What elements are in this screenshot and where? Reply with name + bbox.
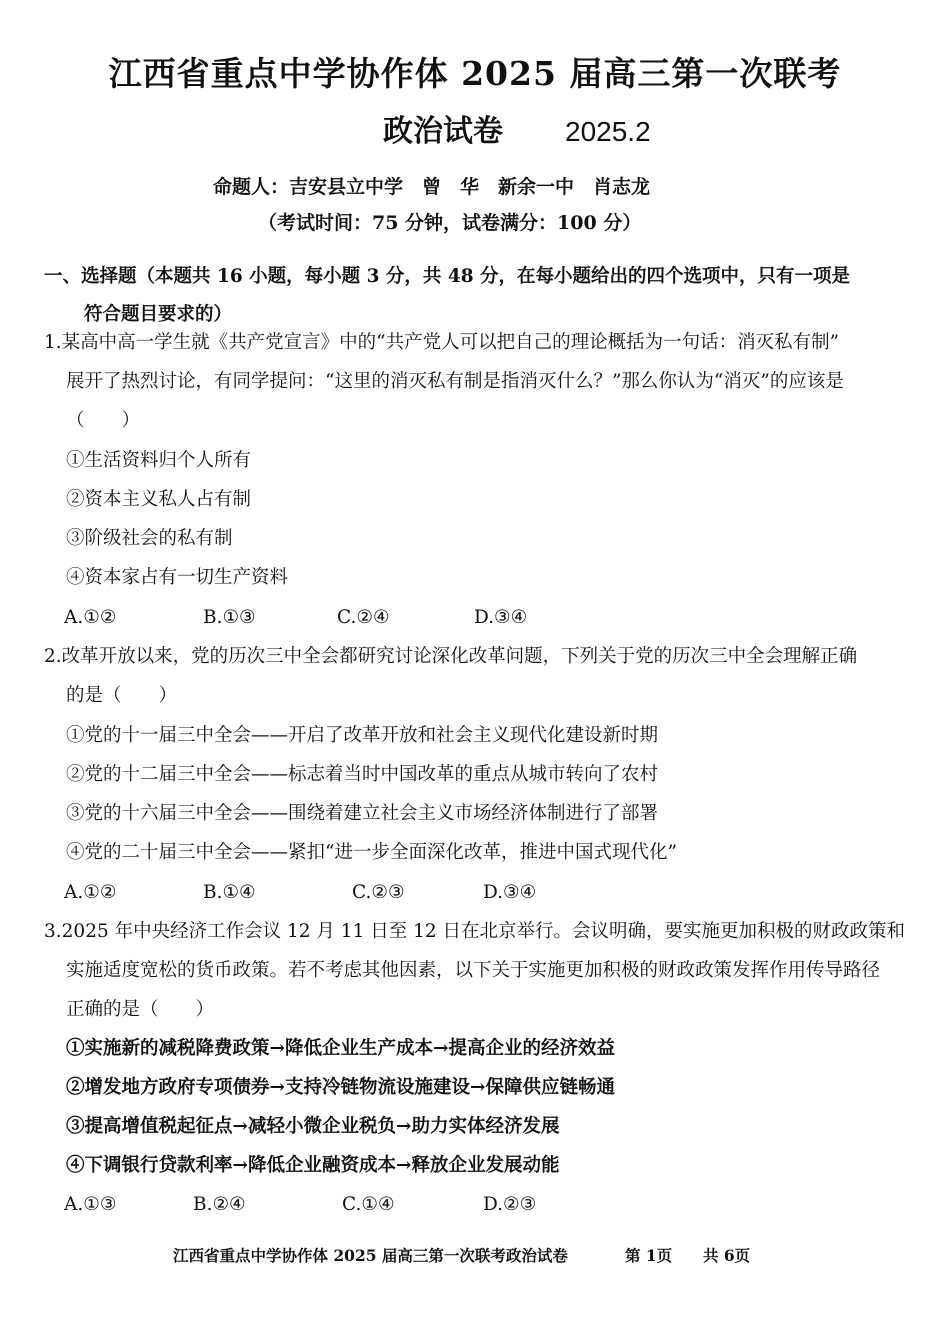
exam-date: 2025.2 bbox=[565, 116, 651, 147]
exam-info: （考试时间：75 分钟，试卷满分：100 分） bbox=[258, 212, 642, 234]
question-2-option-b: B.①④ bbox=[203, 882, 256, 903]
question-3-line-2: 实施适度宽松的货币政策。若不考虑其他因素，以下关于实施更加积极的财政政策发挥作用传导路径 bbox=[66, 960, 881, 981]
question-3-statement-3: ③提高增值税起征点→减轻小微企业税负→助力实体经济发展 bbox=[66, 1116, 560, 1137]
question-1-line-2: 展开了热烈讨论，有同学提问：“这里的消灭私有制是指消灭什么？”那么你认为“消灭”的应该是 bbox=[66, 371, 844, 392]
authors-line: 命题人：吉安县立中学 曾 华 新余一中 肖志龙 bbox=[213, 176, 651, 198]
question-2-statement-3: ③党的十六届三中全会——围绕着建立社会主义市场经济体制进行了部署 bbox=[66, 803, 659, 824]
question-3-option-c: C.①④ bbox=[342, 1194, 395, 1215]
subject-title: 政治试卷 bbox=[383, 114, 503, 149]
question-2-statement-2: ②党的十二届三中全会——标志着当时中国改革的重点从城市转向了农村 bbox=[66, 764, 659, 785]
section-heading-cont: 符合题目要求的） bbox=[84, 304, 233, 325]
question-2-option-a: A.①② bbox=[64, 882, 117, 903]
question-1-option-c: C.②④ bbox=[337, 607, 390, 628]
section-heading bbox=[44, 258, 894, 334]
question-3-option-b: B.②④ bbox=[193, 1194, 246, 1215]
question-1-line-1: 1.某高中高一学生就《共产党宣言》中的“共产党人可以把自己的理论概括为一句话：消灭私有制” bbox=[44, 332, 840, 353]
exam-title: 江西省重点中学协作体 2025 届高三第一次联考 bbox=[108, 54, 842, 93]
question-1-statement-2: ②资本主义私人占有制 bbox=[66, 489, 252, 510]
question-2-statement-1: ①党的十一届三中全会——开启了改革开放和社会主义现代化建设新时期 bbox=[66, 725, 659, 746]
question-1-option-b: B.①③ bbox=[203, 607, 256, 628]
exam-subtitle bbox=[383, 106, 651, 150]
footer-exam-name: 江西省重点中学协作体 2025 届高三第一次联考政治试卷 bbox=[173, 1246, 568, 1265]
question-1-statement-4: ④资本家占有一切生产资料 bbox=[66, 567, 289, 588]
question-3-option-d: D.②③ bbox=[483, 1194, 537, 1215]
question-3-line-3: 正确的是（ ） bbox=[66, 999, 215, 1020]
question-3-statement-1: ①实施新的减税降费政策→降低企业生产成本→提高企业的经济效益 bbox=[66, 1038, 616, 1059]
question-3-statement-2: ②增发地方政府专项债券→支持冷链物流设施建设→保障供应链畅通 bbox=[66, 1077, 616, 1098]
question-1-option-d: D.③④ bbox=[474, 607, 528, 628]
question-1-statement-3: ③阶级社会的私有制 bbox=[66, 528, 233, 549]
question-2-option-d: D.③④ bbox=[483, 882, 537, 903]
footer-page-number: 第 1页 bbox=[625, 1246, 673, 1265]
question-2-line-2: 的是（ ） bbox=[66, 685, 178, 706]
question-3-statement-4: ④下调银行贷款利率→降低企业融资成本→释放企业发展动能 bbox=[66, 1155, 560, 1176]
section-heading-text: 一、选择题（本题共 16 小题，每小题 3 分，共 48 分，在每小题给出的四个选项中，只有一项是 bbox=[44, 266, 851, 287]
question-2-option-c: C.②③ bbox=[352, 882, 405, 903]
question-1-line-3: （ ） bbox=[66, 410, 141, 431]
question-1-statement-1: ①生活资料归个人所有 bbox=[66, 450, 252, 471]
footer-total-pages: 共 6页 bbox=[703, 1246, 751, 1265]
question-1-option-a: A.①② bbox=[64, 607, 117, 628]
question-2-line-1: 2.改革开放以来，党的历次三中全会都研究讨论深化改革问题，下列关于党的历次三中全会理解正确 bbox=[44, 646, 858, 667]
question-3-option-a: A.①③ bbox=[64, 1194, 117, 1215]
question-2-statement-4: ④党的二十届三中全会——紧扣“进一步全面深化改革，推进中国式现代化” bbox=[66, 842, 677, 863]
question-3-line-1: 3.2025 年中央经济工作会议 12 月 11 日至 12 日在北京举行。会议明确，要实施更加积极的财政政策和 bbox=[44, 921, 906, 942]
